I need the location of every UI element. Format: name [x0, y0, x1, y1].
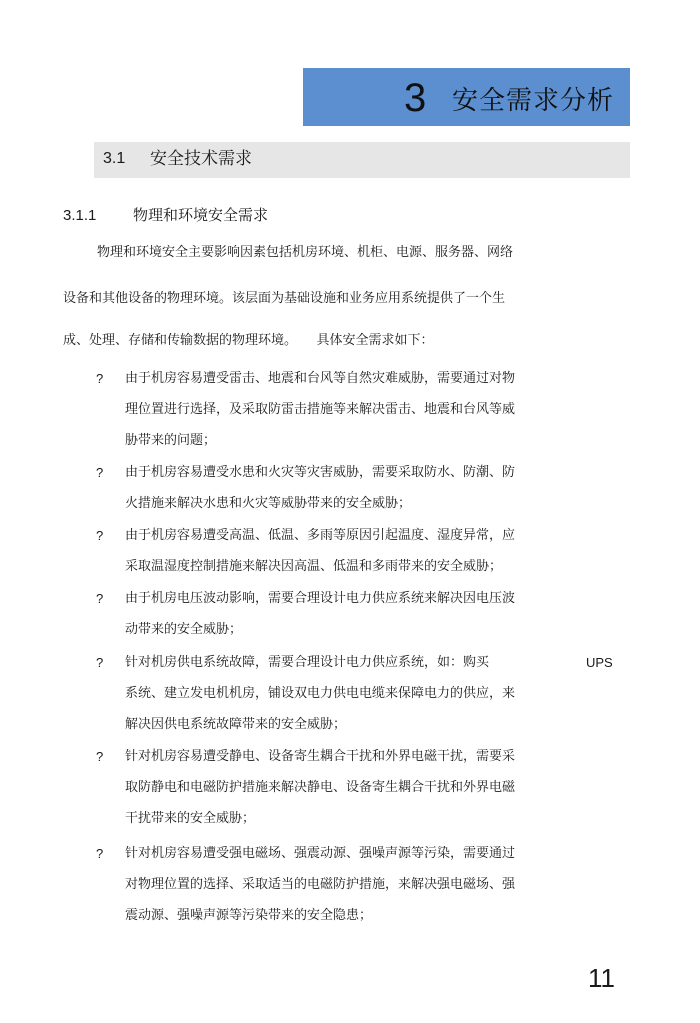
- list-item-line: 解决因供电系统故障带来的安全威胁；: [125, 717, 347, 732]
- list-item-line: 系统、建立发电机机房，铺设双电力供电电缆来保障电力的供应，来: [125, 686, 516, 701]
- bullet-marker: ?: [96, 465, 104, 480]
- intro-line: 设备和其他设备的物理环境。该层面为基础设施和业务应用系统提供了一个生: [63, 291, 506, 306]
- subsection-title: 物理和环境安全需求: [133, 206, 269, 224]
- list-item-line: 干扰带来的安全威胁；: [125, 811, 256, 826]
- list-item-line: 针对机房容易遭受强电磁场、强震动源、强噪声源等污染，需要通过: [125, 846, 516, 861]
- list-item-line: 由于机房容易遭受水患和火灾等灾害威胁，需要采取防水、防潮、防: [125, 465, 516, 480]
- list-item-line: 由于机房容易遭受高温、低温、多雨等原因引起温度、湿度异常，应: [125, 528, 516, 543]
- bullet-marker: ?: [96, 846, 104, 861]
- list-item-line: 采取温湿度控制措施来解决因高温、低温和多雨带来的安全威胁；: [125, 559, 503, 574]
- list-item-line: 理位置进行选择，及采取防雷击措施等来解决雷击、地震和台风等威: [125, 402, 516, 417]
- list-item-line: 对物理位置的选择、采取适当的电磁防护措施，来解决强电磁场、强: [125, 877, 516, 892]
- bullet-marker: ?: [96, 528, 104, 543]
- list-item-line: 动带来的安全威胁；: [125, 622, 243, 637]
- list-item-line: 取防静电和电磁防护措施来解决静电、设备寄生耦合干扰和外界电磁: [125, 780, 516, 795]
- chapter-title: 安全需求分析: [452, 86, 615, 116]
- subsection-number: 3.1.1: [63, 207, 97, 224]
- list-item-line: 针对机房容易遭受静电、设备寄生耦合干扰和外界电磁干扰，需要采: [125, 749, 516, 764]
- bullet-marker: ?: [96, 749, 104, 764]
- intro-line: 成、处理、存储和传输数据的物理环境。 具体安全需求如下：: [63, 333, 434, 348]
- bullet-marker: ?: [96, 591, 104, 606]
- list-item-line: 胁带来的问题；: [125, 433, 217, 448]
- list-item-line: 由于机房电压波动影响，需要合理设计电力供应系统来解决因电压波: [125, 591, 516, 606]
- page-number: 11: [588, 963, 615, 993]
- list-item-line: 火措施来解决水患和火灾等威胁带来的安全威胁；: [125, 496, 412, 511]
- section-number: 3.1: [103, 150, 126, 167]
- section-title: 安全技术需求: [150, 149, 252, 169]
- bullet-marker: ?: [96, 655, 104, 670]
- list-item-line: 震动源、强噪声源等污染带来的安全隐患；: [125, 908, 373, 923]
- intro-line: 物理和环境安全主要影响因素包括机房环境、机柜、电源、服务器、网络: [97, 245, 514, 260]
- ups-term: UPS: [586, 655, 613, 670]
- list-item-line: 针对机房供电系统故障，需要合理设计电力供应系统，如：购买: [125, 655, 490, 670]
- chapter-number: 3: [404, 76, 427, 120]
- bullet-marker: ?: [96, 371, 104, 386]
- list-item-line: 由于机房容易遭受雷击、地震和台风等自然灾难威胁，需要通过对物: [125, 371, 516, 386]
